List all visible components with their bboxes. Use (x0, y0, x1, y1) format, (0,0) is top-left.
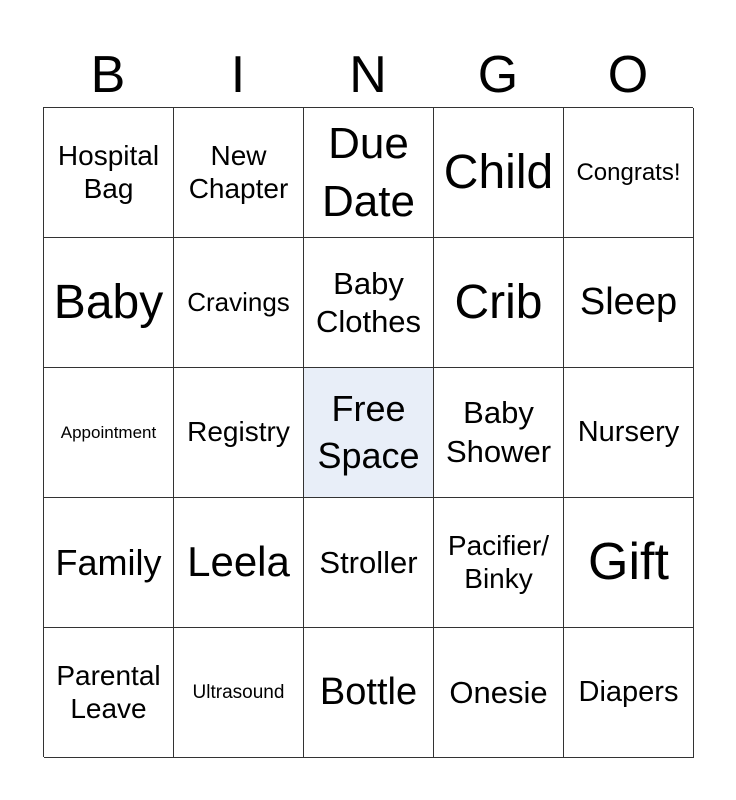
bingo-cell-registry[interactable] (174, 368, 304, 498)
bingo-cell-leela[interactable] (174, 498, 304, 628)
header-letter-b: B (90, 46, 126, 104)
bingo-cell-congrats[interactable] (564, 108, 694, 238)
cell-label: Cravings (187, 286, 290, 317)
cell-label: Baby (53, 275, 164, 329)
bingo-header (43, 42, 693, 108)
cell-label: Baby Clothes (315, 266, 422, 339)
bingo-cell-stroller[interactable] (304, 498, 434, 628)
header-letter-o: O (607, 46, 649, 104)
cell-label: Free Space (317, 387, 420, 476)
bingo-cell-crib[interactable] (434, 238, 564, 368)
cell-label: Family (55, 541, 162, 583)
cell-label: Gift (588, 532, 669, 591)
cell-label: Child (443, 145, 554, 199)
cell-label: Leela (187, 538, 290, 586)
bingo-cell-appointment[interactable] (44, 368, 174, 498)
bingo-cell-ultrasound[interactable] (174, 628, 304, 758)
cell-label: Ultrasound (192, 681, 285, 703)
bingo-cell-cravings[interactable] (174, 238, 304, 368)
cell-label: New Chapter (188, 140, 289, 204)
cell-label: Onesie (449, 674, 548, 710)
bingo-cell-family[interactable] (44, 498, 174, 628)
header-letter-g: G (477, 46, 519, 104)
bingo-cell-onesie[interactable] (434, 628, 564, 758)
cell-label: Nursery (577, 415, 680, 448)
cell-label: Due Date (322, 119, 415, 226)
bingo-cell-diapers[interactable] (564, 628, 694, 758)
bingo-cell-baby-clothes[interactable] (304, 238, 434, 368)
bingo-cell-sleep[interactable] (564, 238, 694, 368)
cell-label: Sleep (579, 280, 678, 323)
header-letter-n: N (349, 46, 387, 104)
bingo-cell-bottle[interactable] (304, 628, 434, 758)
bingo-cell-child[interactable] (434, 108, 564, 238)
bingo-cell-free-space[interactable] (304, 368, 434, 498)
bingo-board (43, 107, 693, 757)
cell-label: Stroller (319, 544, 418, 580)
bingo-cell-nursery[interactable] (564, 368, 694, 498)
cell-label: Bottle (319, 670, 418, 713)
bingo-cell-gift[interactable] (564, 498, 694, 628)
bingo-cell-due-date[interactable] (304, 108, 434, 238)
bingo-cell-pacifier-binky[interactable] (434, 498, 564, 628)
bingo-cell-baby[interactable] (44, 238, 174, 368)
cell-label: Parental Leave (56, 660, 161, 724)
cell-label: Congrats! (576, 158, 681, 186)
header-letter-i: I (230, 46, 246, 104)
bingo-cell-baby-shower[interactable] (434, 368, 564, 498)
cell-label: Baby Shower (445, 394, 552, 469)
cell-label: Registry (187, 416, 290, 448)
bingo-cell-parental-leave[interactable] (44, 628, 174, 758)
cell-label: Appointment (60, 422, 157, 442)
cell-label: Hospital Bag (57, 140, 160, 204)
cell-label: Diapers (578, 675, 679, 708)
bingo-cell-hospital-bag[interactable] (44, 108, 174, 238)
cell-label: Pacifier/ Binky (447, 530, 550, 594)
bingo-cell-new-chapter[interactable] (174, 108, 304, 238)
cell-label: Crib (454, 275, 543, 329)
